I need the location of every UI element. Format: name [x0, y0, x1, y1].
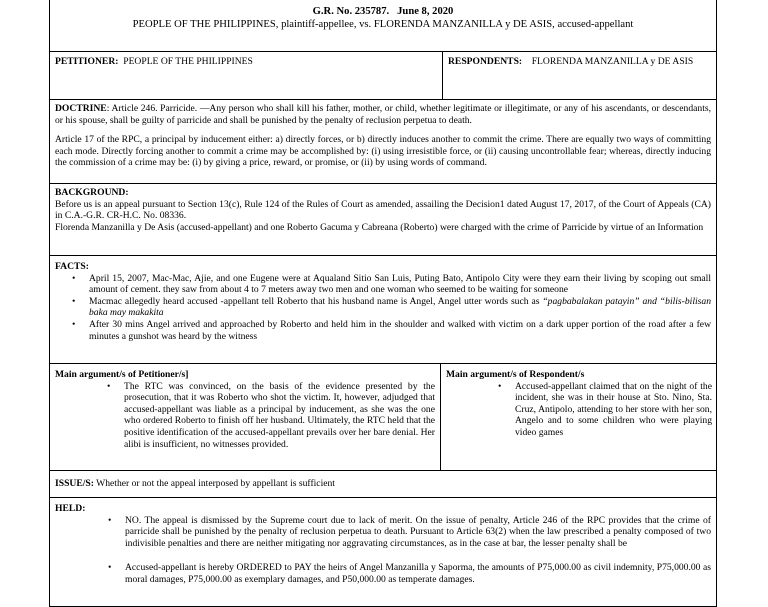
held-item: • NO. The appeal is dismissed by the Supreme court due to lack of merit. On the issue of penalty, Article 246 of the RPC provides that the crime of parricide shall be punished by the penalty of reclusion perpetua to death. Pursuant to Article 63(2) when the law prescribed a penalty composed of two indivisible penalties and there are neither mitigating nor aggravating circumstances, as in the case at bar, the lesser penalty shall be [125, 515, 711, 550]
respondent-argument-text: • Accused-appellant claimed that on the night of the incident, she was in their house at Sto. Nino, Sta. Cruz, Antipolo, attending to her store with her son, Angelo and to some children who were playing video games [515, 381, 712, 439]
parties-row [49, 51, 717, 100]
issue-text: Whether or not the appeal interposed by appellant is sufficient [93, 478, 335, 489]
respondents-label: RESPONDENTS: [448, 56, 523, 67]
doctrine-text-2: Article 17 of the RPC, a principal by inducement either: a) directly forces, or b) directly induces another to commit the crime. There are equally two ways of committing each mode. Directly forcing another to commit a crime may be accomplished by: (i) using irresistible force, or (ii) causing uncontrollable fear; whereas, directly inducing the commission of a crime may be: (i) by giving a price, reward, or promise, or (ii) by using words of command. [55, 134, 711, 169]
held-item: • Accused-appellant is hereby ORDERED to PAY the heirs of Angel Manzanilla y Saporma, the amounts of P75,000.00 as civil indemnity, P75,000.00 as moral damages, P75,000.00 as exemplary damages, and P50,000.00 as temperate damages. [125, 562, 711, 585]
held-list [125, 515, 711, 586]
petitioner-argument-text: • The RTC was convinced, on the basis of the evidence presented by the prosecution, that it was Roberto who shot the victim. It, however, adjudged that accused-appellant was liable as a principal by inducement, as she was the one who ordered Roberto to finish off her husband. Ultimately, the RTC held that the positive identification of the accused-appellant prevails over her bare denial. Her alibi is insufficient, no witnesses provided. [124, 381, 435, 451]
petitioner-label: PETITIONER: [55, 56, 119, 67]
arguments-section [49, 363, 717, 471]
doctrine-section [49, 99, 717, 184]
respondents-cell [443, 56, 717, 68]
fact-item: • Macmac allegedly heard accused -appellant tell Roberto that his husband name is Angel, Angel utter words such as “pagbabalakan patayin” and “bilis-bilisan baka may makakita [89, 296, 711, 319]
background-label: BACKGROUND: [55, 187, 129, 198]
held-section [49, 497, 717, 607]
case-number-line [55, 5, 711, 18]
case-digest-page [49, 0, 719, 594]
petitioner-argument-label: Main argument/s of Petitioner/s] [55, 369, 189, 380]
background-text-2: Florenda Manzanilla y De Asis (accused-appellant) and one Roberto Gacuma y Cabreana (Roberto) were charged with the crime of Parricide by virtue of an Information [55, 221, 704, 233]
fact-quote: “pagbabalakan patayin” and “bilis-bilisan baka may makakita [89, 295, 711, 319]
petitioner-value: PEOPLE OF THE PHILIPPINES [123, 56, 253, 67]
petitioner-cell [50, 56, 442, 68]
petitioner-argument-cell [50, 369, 440, 450]
doctrine-text: : Article 246. Parricide. —Any person who shall kill his father, mother, or child, whether legitimate or illegitimate, or any of his ascendants, or descendants, or his spouse, shall be guilty of parricide and shall be punished by the penalty of reclusion perpetua to death. [55, 103, 711, 126]
respondent-argument-cell [441, 369, 717, 439]
doctrine-label: DOCTRINE [55, 103, 107, 114]
background-section [49, 183, 717, 256]
background-text-1: Before us is an appeal pursuant to Section 13(c), Rule 124 of the Rules of Court as amended, assailing the Decision1 dated August 17, 2017, of the Court of Appeals (CA) in C.A.-G.R. CR-H.C. No. 08336. [55, 198, 711, 222]
facts-label: FACTS: [55, 261, 89, 272]
issue-section [49, 470, 717, 498]
facts-section [49, 255, 717, 364]
facts-list [89, 273, 711, 343]
fact-item: • After 30 mins Angel arrived and approached by Roberto and held him in the shoulder and walked with victim on a dark upper portion of the road after a few minutes a gunshot was heard by the witness [89, 319, 711, 342]
case-number: G.R. No. 235787. [312, 6, 390, 17]
case-date: June 8, 2020 [397, 6, 454, 17]
case-parties: PEOPLE OF THE PHILIPPINES, plaintiff-appellee, vs. FLORENDA MANZANILLA y DE ASIS, accused-appellant [132, 19, 634, 30]
held-label: HELD: [55, 503, 86, 514]
fact-item: • April 15, 2007, Mac-Mac, Ajie, and one Eugene were at Aqualand Sitio San Luis, Puting Bato, Antipolo City were they earn their living by scoping out small amount of cement. they saw from about 4 to 7 meters away two men and one woman who seemed to be waiting for someone [89, 273, 711, 296]
respondent-argument-label: Main argument/s of Respondent/s [446, 369, 585, 380]
case-header [49, 0, 717, 52]
issue-label: ISSUE/S: [55, 478, 94, 489]
respondents-value: FLORENDA MANZANILLA y DE ASIS [531, 56, 694, 67]
